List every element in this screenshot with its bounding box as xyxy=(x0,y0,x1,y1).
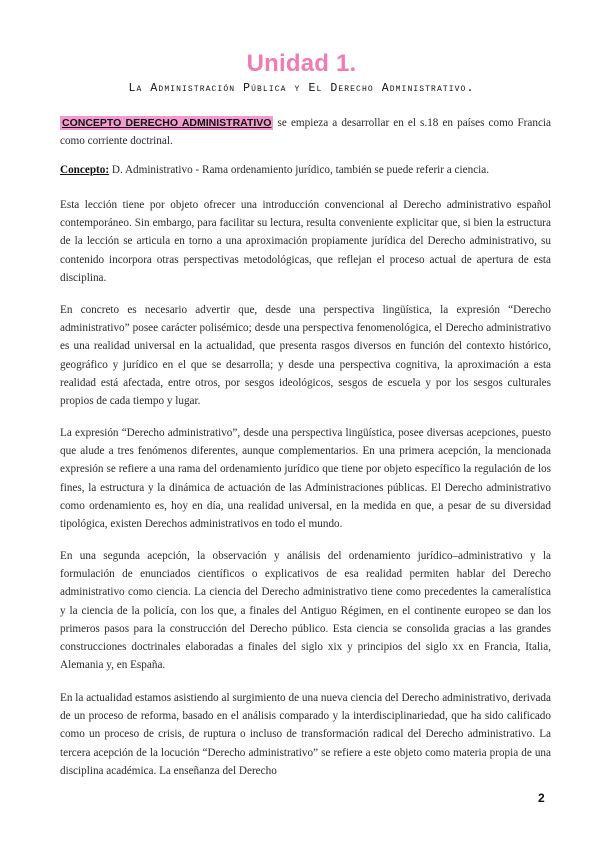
body-paragraph: En la actualidad estamos asistiendo al surgimiento de una nueva ciencia del Derecho administrativo, derivada de un proceso de reforma, basado en el análisis comparado y la interdisciplinariedad, que ha sido calificado como un proceso de crisis, de ruptura o incluso de transformación radical del Derecho administrativo. La tercera acepción de la locución “Derecho administrativo” se refiere a este objeto como materia propia de una disciplina académica. La enseñanza del Derecho xyxy=(60,692,551,777)
concept-label: Concepto: xyxy=(60,164,110,176)
intro-text: se empieza a desarrollar en el s.18 en países como Francia como corriente doctrinal. xyxy=(60,117,551,148)
concept-highlight: CONCEPTO DERECHO ADMINISTRATIVO xyxy=(62,117,272,129)
body-paragraph: En una segunda acepción, la observación y análisis del ordenamiento jurídico–administrativo y la formulación de enunciados científicos o explicativos de esa realidad permiten hablar del Derecho administrativo como ciencia. La ciencia del Derecho administrativo tiene como precedentes la cameralística y la ciencia de la policía, con los que, a finales del Antiguo Régimen, en el continente europeo se dan los primeros pasos para la construcción del Derecho público. Esta ciencia se consolida gracias a las grandes construcciones doctrinales elaboradas a finales del siglo xix y principios del siglo xx en Francia, Italia, Alemania y, en España. xyxy=(60,550,551,672)
page-subtitle: La Administración Pública y El Derecho Administrativo. xyxy=(128,82,475,95)
body-paragraph: La expresión “Derecho administrativo”, desde una perspectiva lingüística, posee diversas acepciones, puesto que alude a tres fenómenos diferentes, aunque complementarios. En una primera acepción, la mencionada expresión se refiere a una rama del ordenamiento jurídico que tiene por objeto específico la regulación de los fines, la estructura y la dinámica de actuación de las Administraciones públicas. El Derecho administrativo como ordenamiento es, hoy en día, una realidad universal, en la medida en que, a pesar de su diversidad tipológica, existen Derechos administrativos en todo el mundo. xyxy=(60,427,551,531)
concept-text: D. Administrativo - Rama ordenamiento jurídico, también se puede referir a ciencia. xyxy=(109,164,490,176)
intro-paragraph xyxy=(60,114,551,150)
body-paragraph: En concreto es necesario advertir que, desde una perspectiva lingüística, la expresión “Derecho administrativo” posee carácter polisémico; desde una perspectiva fenomenológica, el Derecho administrativo es una realidad universal en la actualidad, que presenta rasgos diversos en función del contexto histórico, geográfico y jurídico en el que se desarrolla; y desde una perspectiva cognitiva, la aproximación a esta realidad está afectada, entre otros, por sesgos ideológicos, sesgos de escuela y por los sesgos culturales propios de cada tiempo y lugar. xyxy=(60,304,551,408)
body-paragraph: Esta lección tiene por objeto ofrecer una introducción convencional al Derecho administrativo español contemporáneo. Sin embargo, para facilitar su lectura, resulta conveniente explicitar que, si bien la estructura de la lección se articula en torno a una aproximación propiamente jurídica del Derecho administrativo, su contenido incorpora otras perspectivas metodológicas, que reflejan el proceso actual de apertura de esta disciplina. xyxy=(60,199,551,284)
page-number: 2 xyxy=(538,791,545,805)
concept-paragraph xyxy=(60,161,551,179)
page-title: Unidad 1. xyxy=(246,50,357,77)
